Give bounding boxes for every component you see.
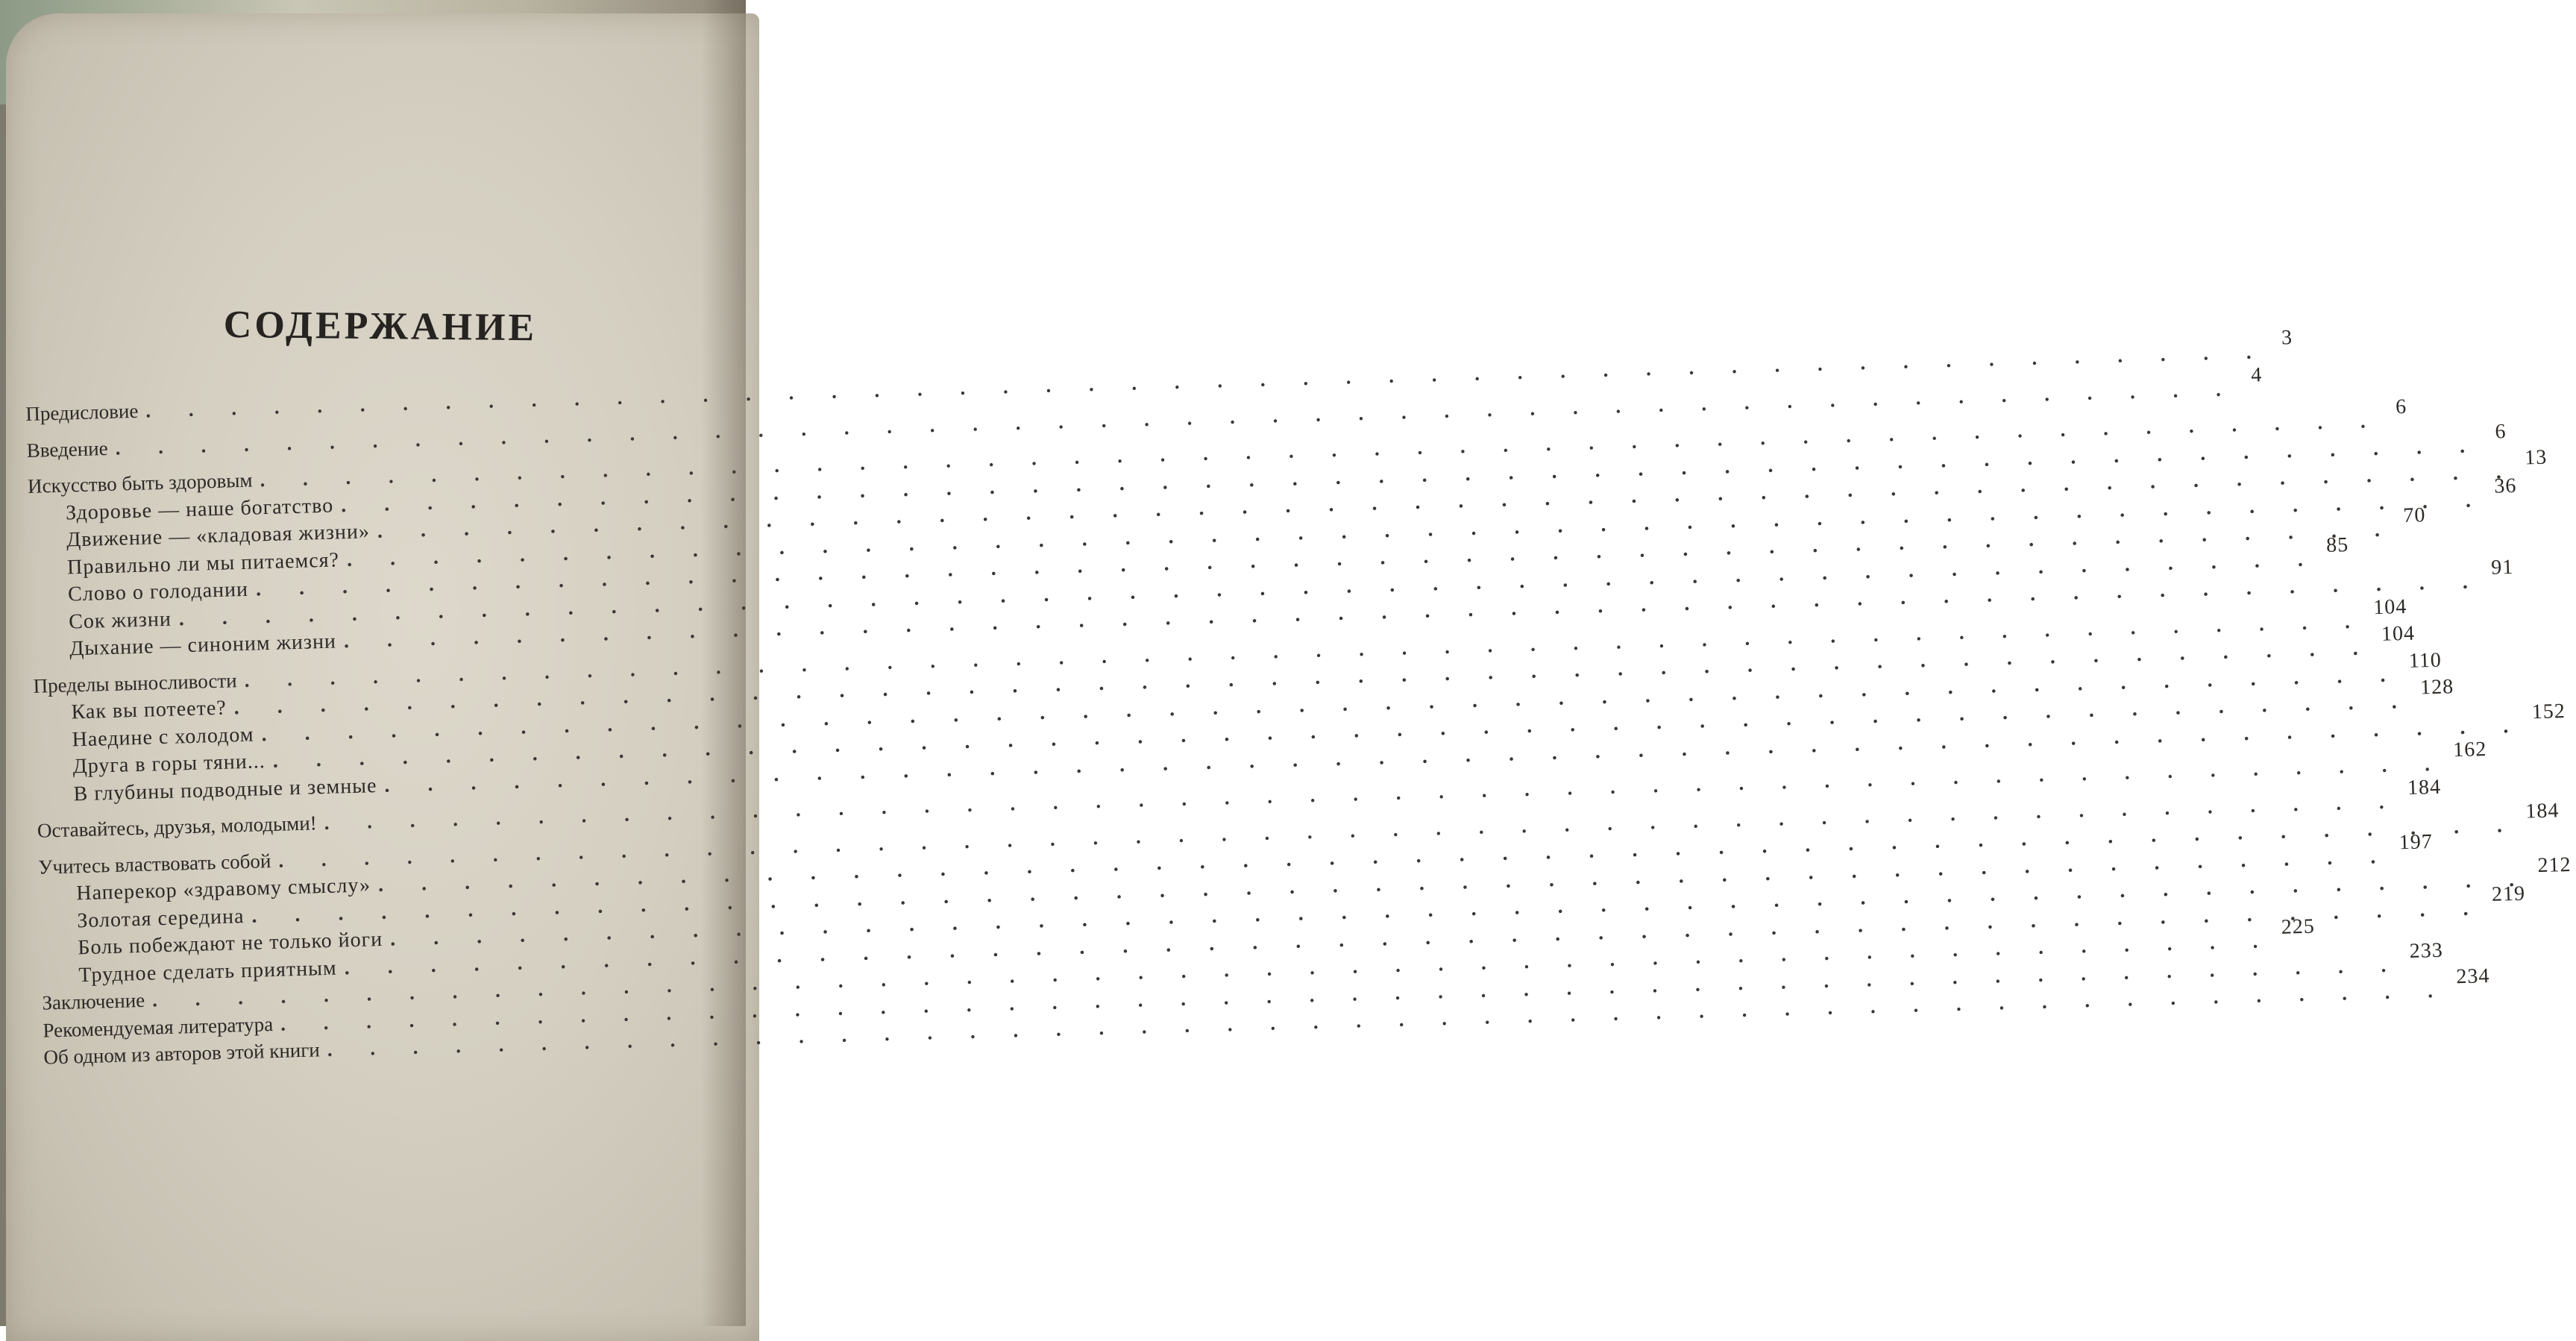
page-title: СОДЕРЖАНИЕ	[223, 303, 538, 350]
toc-entry-label: Об одном из авторов этой книги	[43, 1038, 321, 1069]
toc-entry-page: 104	[2372, 594, 2407, 619]
toc-entry-label: Наперекор «здравому смыслу»	[75, 873, 371, 905]
toc-entry-label: Сок жизни	[68, 607, 172, 633]
toc-entry-label: В глубины подводные и земные	[73, 773, 377, 805]
toc-entry-page: 4	[2250, 362, 2263, 387]
toc-entry-page: 233	[2409, 938, 2444, 963]
toc-entry-page: 70	[2402, 503, 2426, 528]
toc-entry-label: Рекомендуемая литература	[43, 1012, 274, 1042]
toc-entry-label: Друга в горы тяни...	[72, 750, 266, 779]
toc-entry-label: Учитесь властвовать собой	[37, 849, 271, 879]
toc-entry-label: Предисловие	[25, 399, 139, 425]
toc-entry-page: 197	[2398, 829, 2434, 854]
toc-entry-page: 225	[2281, 914, 2316, 939]
toc-entry-page: 104	[2381, 621, 2416, 646]
toc-entry-page: 128	[2419, 675, 2454, 700]
toc-entry-page: 85	[2325, 533, 2349, 557]
toc-entry-label: Боль побеждают не только йоги	[78, 927, 383, 960]
toc-entry-page: 91	[2490, 555, 2514, 580]
toc-entry-page: 6	[2495, 419, 2507, 444]
toc-entry-label: Движение — «кладовая жизни»	[66, 520, 371, 552]
toc-entry-page: 219	[2491, 882, 2526, 906]
toc-entry-page: 184	[2407, 775, 2442, 800]
toc-entry-label: Золотая середина	[76, 904, 245, 932]
toc-entry-page: 3	[2281, 326, 2293, 350]
toc-entry-page: 152	[2531, 699, 2566, 723]
toc-entry-label: Слово о голодании	[67, 577, 249, 606]
toc-entry-page: 13	[2524, 445, 2548, 470]
toc-entry-label: Как вы потеете?	[71, 696, 227, 724]
toc-entry-label: Дыхание — синоним жизни	[69, 629, 337, 661]
toc-entry-page: 110	[2408, 648, 2443, 673]
toc-entry-label: Наедине с холодом	[72, 723, 254, 751]
toc-entry-page: 234	[2455, 964, 2490, 989]
toc-entry-label: Правильно ли мы питаемся?	[66, 547, 340, 580]
toc-entry-label: Искусство быть здоровым	[27, 468, 253, 497]
toc-entry-page: 36	[2493, 474, 2517, 498]
toc-entry-label: Введение	[26, 436, 108, 462]
toc-entry-label: Пределы выносливости	[33, 668, 238, 697]
toc-entry-label: Трудное сделать приятным	[78, 956, 338, 987]
toc-entry-page: 184	[2525, 799, 2560, 823]
toc-entry-page: 212	[2537, 852, 2572, 878]
page-edge-shadow	[701, 0, 746, 1326]
toc-entry-label: Оставайтесь, друзья, молодыми!	[37, 811, 318, 842]
toc-entry-label: Заключение	[42, 988, 145, 1014]
toc-entry-page: 6	[2395, 395, 2407, 419]
toc-entry-page: 162	[2452, 738, 2487, 762]
toc-entry-label: Здоровье — наше богатство	[65, 494, 334, 525]
